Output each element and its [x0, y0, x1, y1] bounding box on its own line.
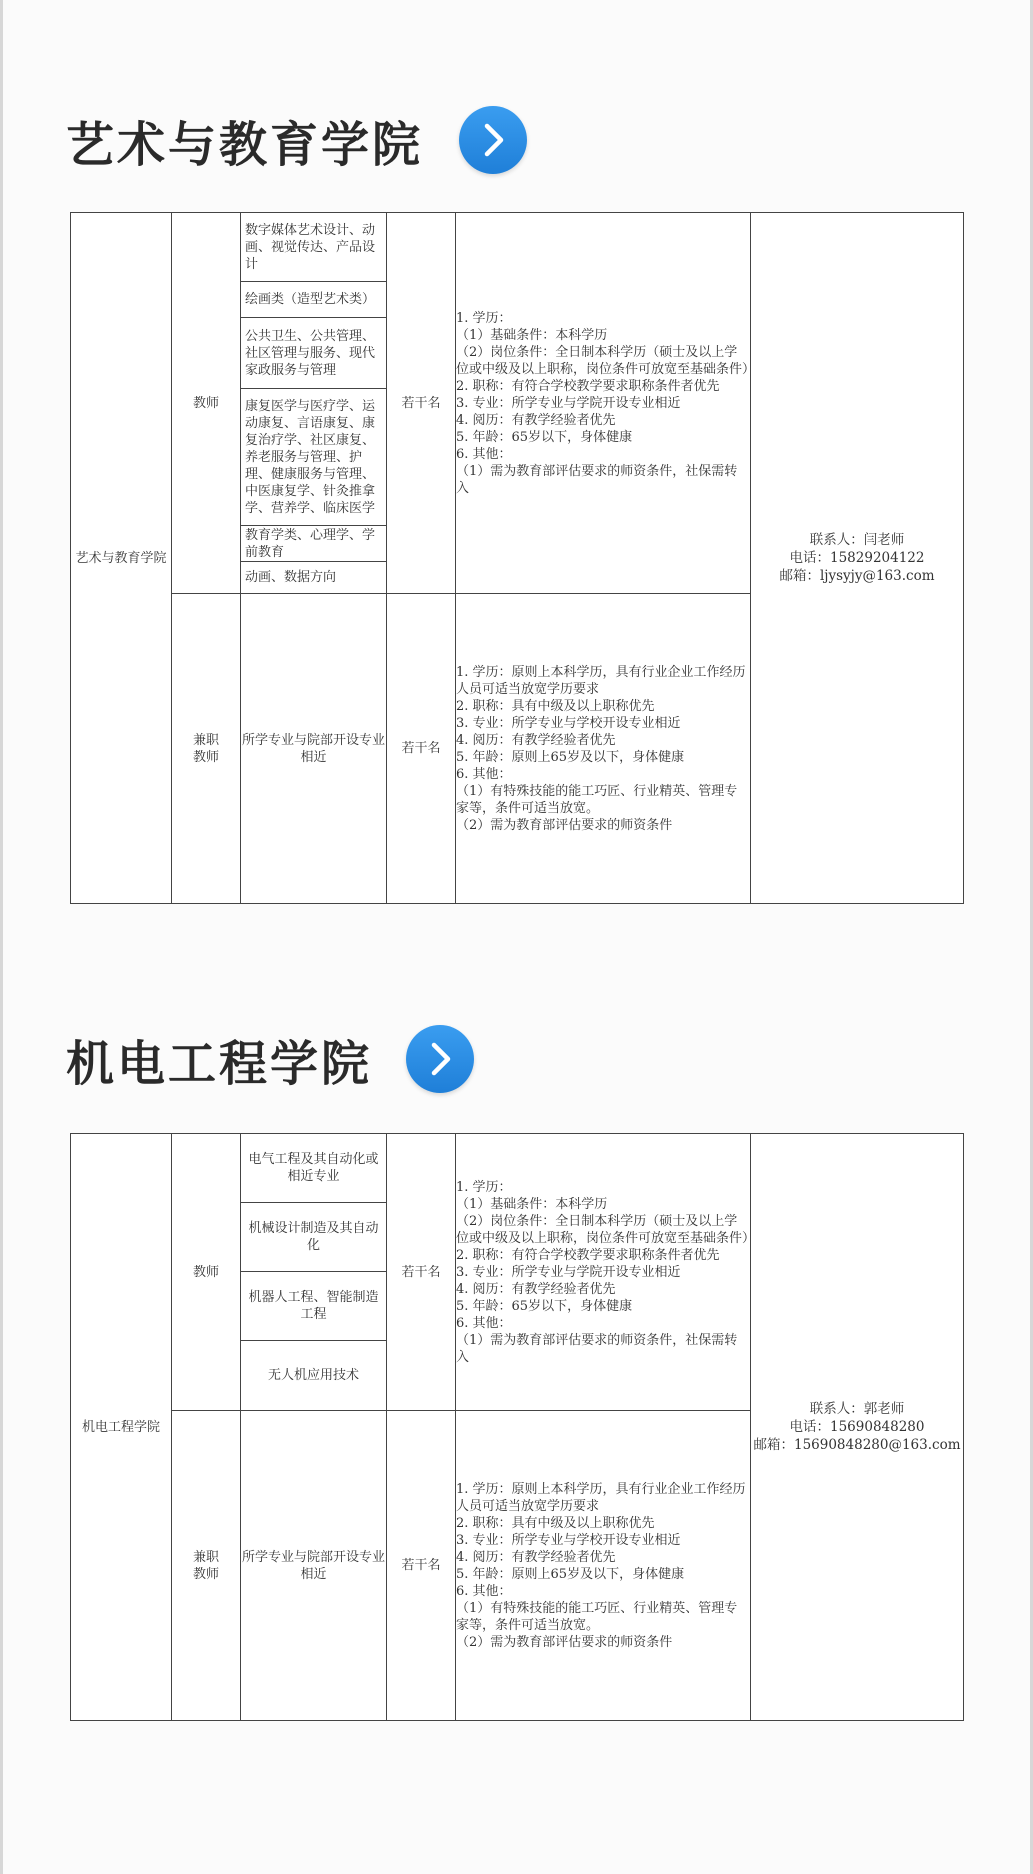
major-item: 教育学类、心理学、学前教育	[241, 526, 386, 562]
condition-line: 3. 专业：所学专业与学院开设专业相近	[456, 395, 681, 411]
count-cell: 若干名	[387, 594, 456, 904]
condition-line: 1. 学历：原则上本科学历，具有行业企业工作经历人员可适当放宽学历要求	[456, 1481, 746, 1514]
conditions-cell	[456, 213, 756, 594]
section-header-arts	[66, 92, 546, 182]
condition-line: 6. 其他：	[456, 1583, 512, 1599]
majors-cell	[241, 1134, 387, 1411]
department-cell: 艺术与教育学院	[71, 213, 172, 904]
page-edge-left	[0, 0, 3, 1874]
condition-line: 6. 其他：	[456, 766, 512, 782]
major-cell: 所学专业与院部开设专业相近	[241, 1411, 387, 1721]
section-arrow-button[interactable]	[406, 1025, 474, 1093]
condition-line: 2. 职称：具有中级及以上职称优先	[456, 698, 655, 714]
condition-line: （1）需为教育部评估要求的师资条件，社保需转入	[456, 1332, 738, 1365]
conditions-cell	[456, 1134, 756, 1411]
count-cell: 若干名	[387, 1411, 456, 1721]
post-cell: 教师	[172, 1134, 241, 1411]
condition-line: 1. 学历：原则上本科学历，具有行业企业工作经历人员可适当放宽学历要求	[456, 664, 746, 697]
major-item: 绘画类（造型艺术类）	[241, 282, 386, 318]
major-item: 数字媒体艺术设计、动画、视觉传达、产品设计	[241, 213, 386, 282]
condition-line: 6. 其他：	[456, 1315, 512, 1331]
chevron-right-icon	[459, 106, 527, 174]
condition-line: 5. 年龄：原则上65岁及以下，身体健康	[456, 1566, 685, 1582]
condition-line: 1. 学历：	[456, 310, 512, 326]
condition-line: （1）基础条件：本科学历	[456, 1196, 608, 1212]
condition-line: 3. 专业：所学专业与学校开设专业相近	[456, 1532, 681, 1548]
condition-line: 4. 阅历：有教学经验者优先	[456, 1281, 616, 1297]
count-cell: 若干名	[387, 1134, 456, 1411]
recruitment-table-arts	[70, 212, 964, 904]
condition-line: 4. 阅历：有教学经验者优先	[456, 732, 616, 748]
table-row	[71, 213, 964, 594]
contact-email: 邮箱：15690848280@163.com	[753, 1437, 961, 1453]
condition-line: 6. 其他：	[456, 446, 512, 462]
condition-line: （2）需为教育部评估要求的师资条件	[456, 1634, 673, 1650]
condition-line: 2. 职称：具有中级及以上职称优先	[456, 1515, 655, 1531]
condition-line: （1）有特殊技能的能工巧匠、行业精英、管理专家等，条件可适当放宽。	[456, 1600, 738, 1633]
condition-line: （2）岗位条件：全日制本科学历（硕士及以上学位或中级及以上职称，岗位条件可放宽至基础条件）	[456, 1213, 756, 1246]
major-item: 公共卫生、公共管理、社区管理与服务、现代家政服务与管理	[241, 318, 386, 389]
condition-line: 1. 学历：	[456, 1179, 512, 1195]
condition-line: （2）需为教育部评估要求的师资条件	[456, 817, 673, 833]
major-item: 动画、数据方向	[245, 570, 337, 585]
major-item: 机械设计制造及其自动化	[241, 1203, 386, 1272]
contact-person: 联系人：闫老师	[809, 532, 905, 548]
contact-email: 邮箱：ljysyjy@163.com	[779, 568, 935, 584]
condition-line: 5. 年龄：65岁以下，身体健康	[456, 429, 633, 445]
majors-cell	[241, 213, 387, 594]
contact-phone: 电话：15829204122	[789, 550, 925, 566]
condition-line: （1）需为教育部评估要求的师资条件，社保需转入	[456, 463, 738, 496]
major-item: 康复医学与医疗学、运动康复、言语康复、康复治疗学、社区康复、养老服务与管理、护理、健康服务与管理、中医康复学、针灸推拿学、营养学、临床医学	[241, 389, 386, 526]
section-arrow-button[interactable]	[459, 106, 527, 174]
department-cell: 机电工程学院	[71, 1134, 172, 1721]
condition-line: （1）基础条件：本科学历	[456, 327, 608, 343]
condition-line: 3. 专业：所学专业与学校开设专业相近	[456, 715, 681, 731]
contact-cell	[751, 1134, 964, 1721]
conditions-cell	[456, 1411, 751, 1721]
condition-line: 2. 职称：有符合学校教学要求职称条件者优先	[456, 378, 720, 394]
table-row	[71, 1134, 964, 1411]
condition-line: 4. 阅历：有教学经验者优先	[456, 1549, 616, 1565]
condition-line: 5. 年龄：原则上65岁及以下，身体健康	[456, 749, 685, 765]
post-cell: 兼职教师	[172, 594, 241, 904]
condition-line: 4. 阅历：有教学经验者优先	[456, 412, 616, 428]
section-title: 机电工程学院	[66, 1036, 373, 1092]
chevron-right-icon	[406, 1025, 474, 1093]
contact-phone: 电话：15690848280	[789, 1419, 925, 1435]
count-cell: 若干名	[387, 213, 456, 594]
condition-line: （2）岗位条件：全日制本科学历（硕士及以上学位或中级及以上职称，岗位条件可放宽至基础条件）	[456, 344, 756, 377]
recruitment-table-mechatronics	[70, 1133, 964, 1721]
post-cell: 兼职教师	[172, 1411, 241, 1721]
condition-line: （1）有特殊技能的能工巧匠、行业精英、管理专家等，条件可适当放宽。	[456, 783, 738, 816]
condition-line: 3. 专业：所学专业与学院开设专业相近	[456, 1264, 681, 1280]
section-title: 艺术与教育学院	[66, 117, 424, 173]
conditions-cell	[456, 594, 751, 904]
major-item: 机器人工程、智能制造工程	[241, 1272, 386, 1341]
major-item: 电气工程及其自动化或相近专业	[241, 1134, 386, 1203]
contact-cell	[751, 213, 964, 904]
post-cell: 教师	[172, 213, 241, 594]
condition-line: 5. 年龄：65岁以下，身体健康	[456, 1298, 633, 1314]
major-cell: 所学专业与院部开设专业相近	[241, 594, 387, 904]
contact-person: 联系人：郭老师	[809, 1401, 905, 1417]
section-header-mechatronics	[66, 1011, 486, 1101]
condition-line: 2. 职称：有符合学校教学要求职称条件者优先	[456, 1247, 720, 1263]
major-item: 无人机应用技术	[267, 1368, 359, 1383]
